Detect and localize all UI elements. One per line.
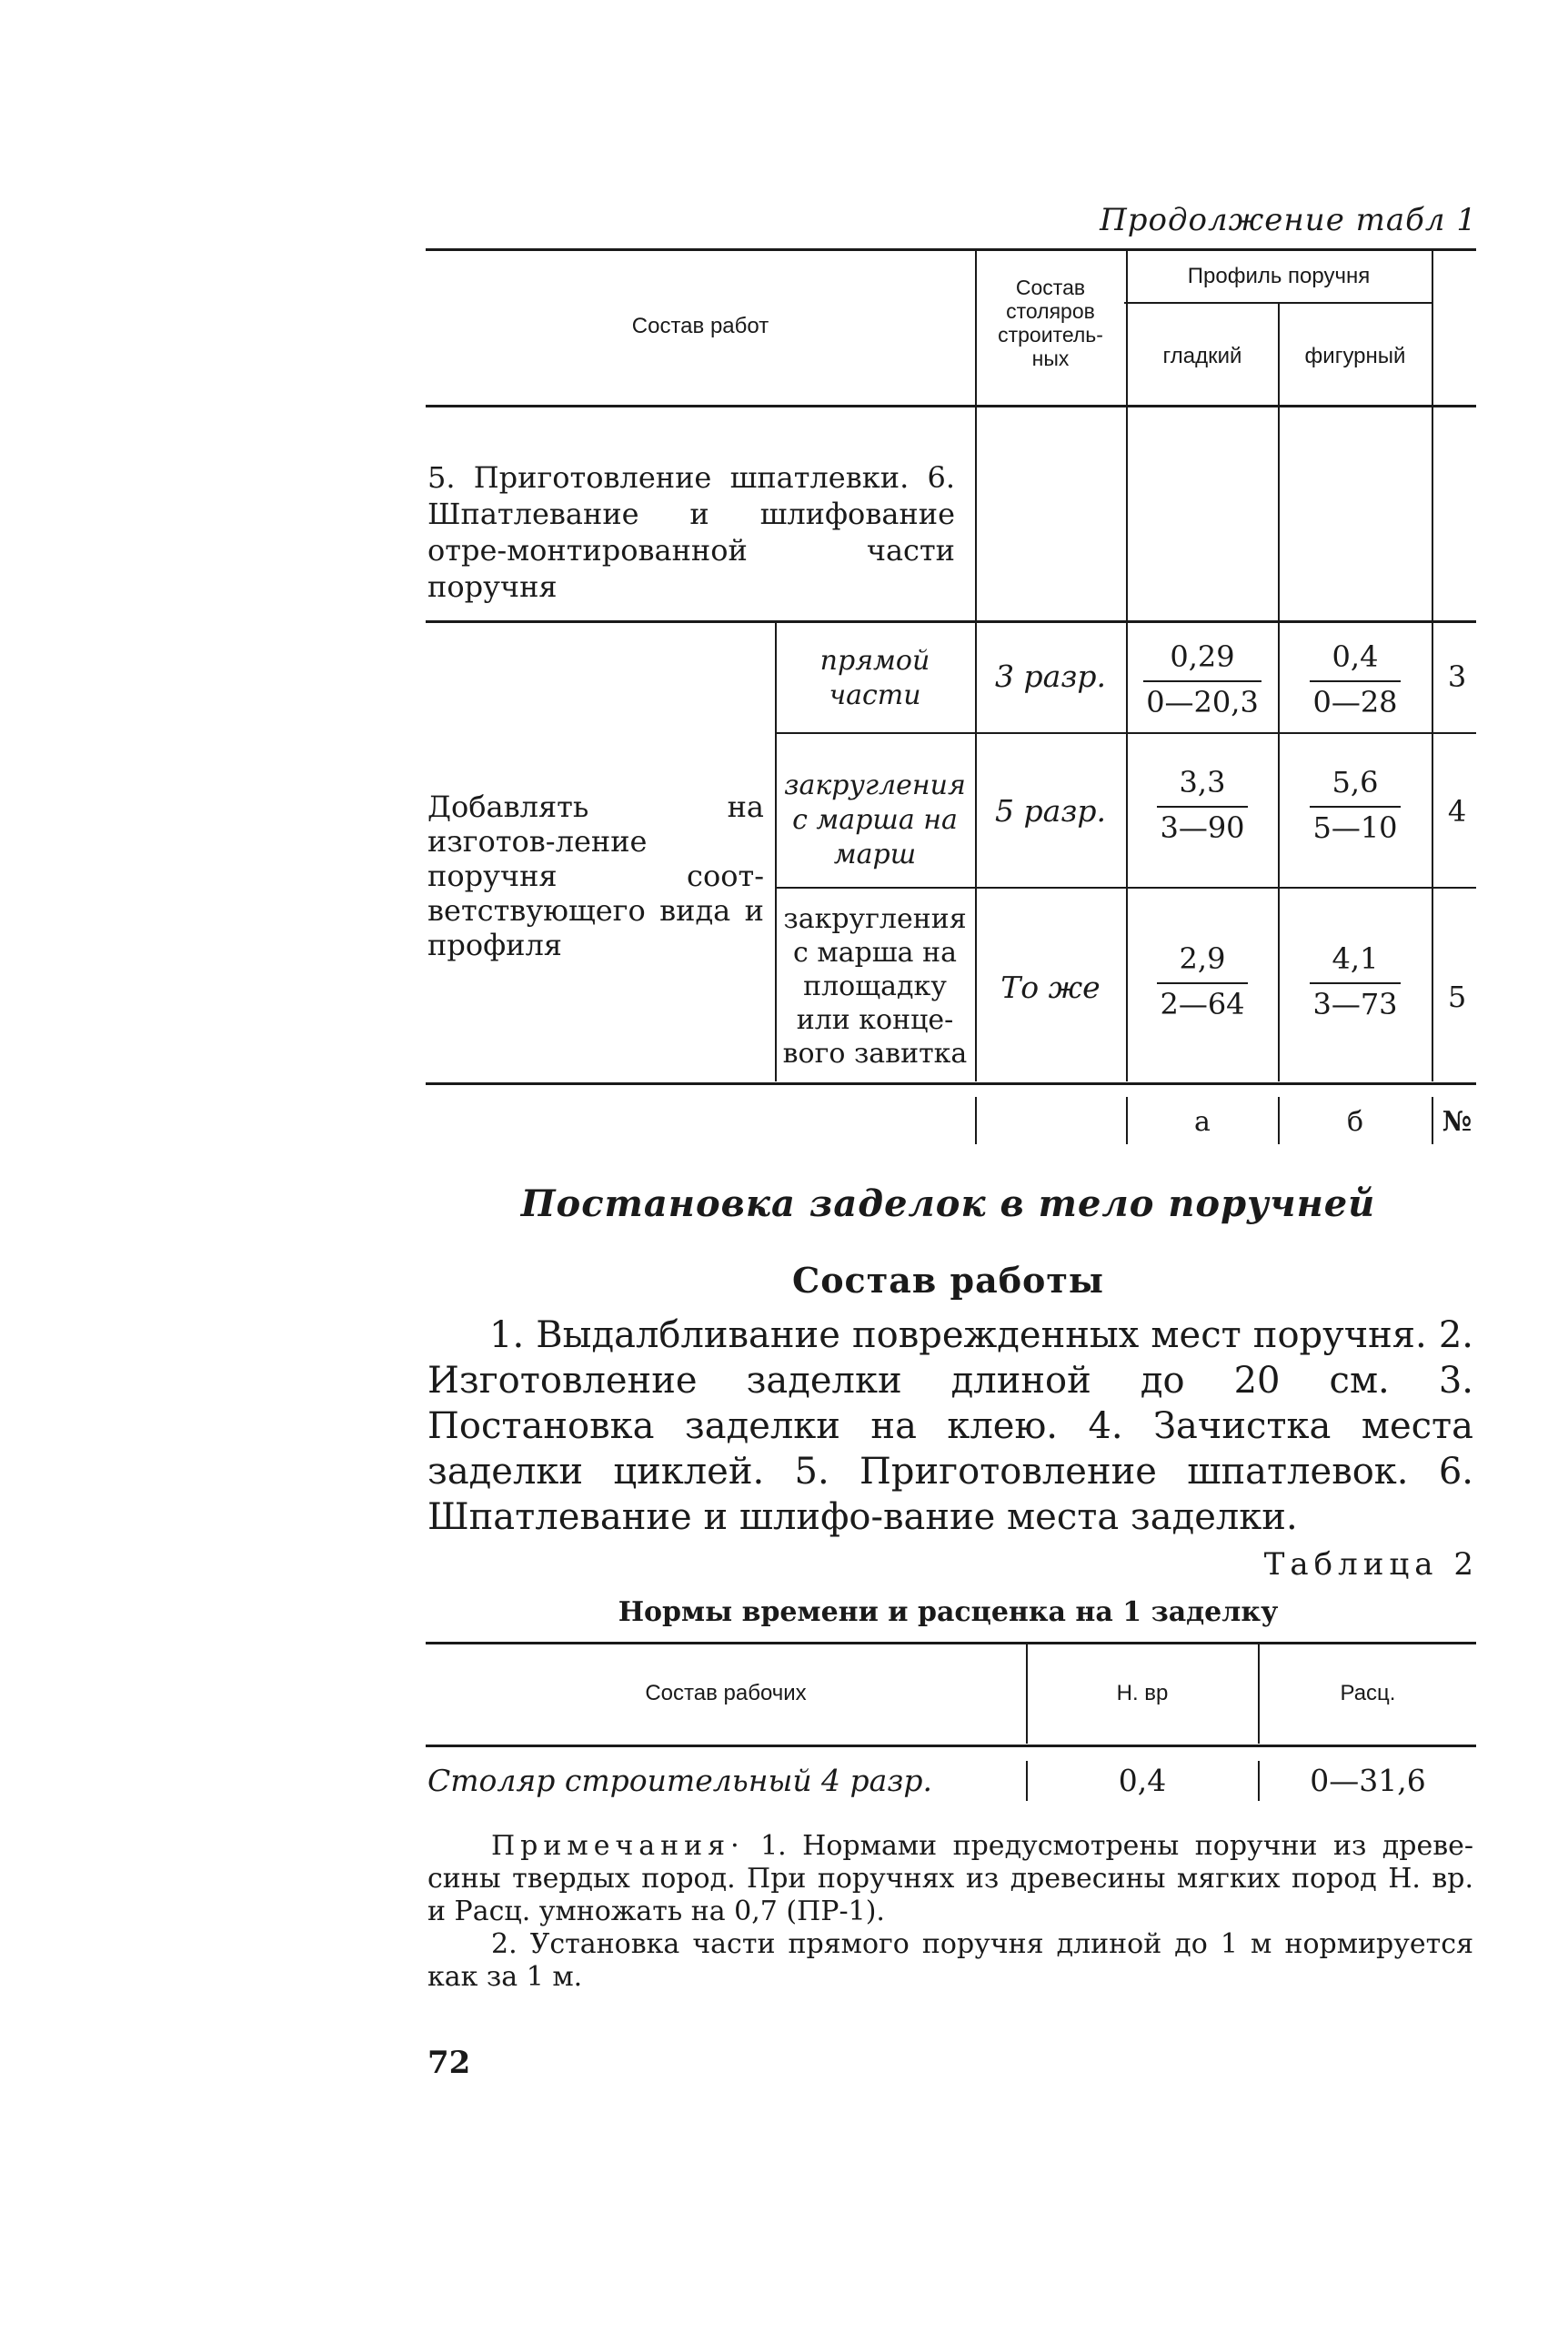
value-b-top: 0,4: [1332, 639, 1379, 674]
table2-caption: Нормы времени и расценка на 1 заделку: [618, 1596, 1279, 1628]
row-value-b: [1280, 766, 1431, 844]
row-number: 4: [1447, 794, 1467, 829]
row-crew: То же: [1000, 970, 1101, 1005]
row-crew: 3 разр.: [995, 659, 1106, 694]
table1-vline-crew2: [975, 622, 977, 1081]
value-a-bottom: 2—64: [1160, 987, 1245, 1021]
note-1-text: 1. Нормами предусмотрены поручни из древе-сины твердых пород. При поручнях из древесины мягких пород Н. вр. и Расц. умножать на 0,7 (ПР-1).: [427, 1830, 1473, 1927]
value-a-top: 2,9: [1179, 941, 1226, 976]
page-number: 72: [427, 2045, 471, 2081]
table2-header-time: Н. вр: [1116, 1681, 1169, 1705]
note-2: 2. Установка части прямого поручня длиной до 1 м нормируется как за 1 м.: [427, 1928, 1473, 1993]
footer-index-b: б: [1346, 1106, 1364, 1138]
row-value-a: [1128, 942, 1277, 1021]
continuation-label: Продолжение табл 1: [1100, 202, 1477, 238]
table2-header-rate: Расц.: [1340, 1681, 1396, 1705]
table1-section-rule: [426, 620, 1476, 623]
table2-top-rule: [426, 1642, 1476, 1644]
footer-index-a: а: [1194, 1106, 1211, 1138]
table1-vline-foot4: [1432, 1097, 1433, 1144]
value-a-top: 3,3: [1179, 765, 1226, 799]
value-b-bottom: 0—28: [1312, 685, 1398, 719]
work-description: 1. Выдалбливание поврежденных мест поручня. 2. Изготовление заделки длиной до 20 см. 3. Постановка заделки на клею. 4. Зачистка места заделки циклей. 5. Приготовление шпатлевок. 6. Шпатлевание и шлифо-вание места заделки.: [427, 1314, 1473, 1538]
value-a-bottom: 0—20,3: [1146, 685, 1259, 719]
row-number: 5: [1447, 980, 1467, 1014]
row-label: закругления с марша на марш: [784, 769, 966, 870]
table1-vline-foot1: [975, 1097, 977, 1144]
table1-bottom-rule: [426, 1082, 1476, 1085]
table2-row-time: 0,4: [1118, 1763, 1167, 1798]
value-a-bottom: 3—90: [1160, 810, 1245, 845]
header-smooth: гладкий: [1162, 344, 1242, 368]
note-1: [427, 1830, 1473, 1928]
table1-vline-num: [1432, 250, 1433, 623]
table1-top-rule: [426, 248, 1476, 251]
table1-header-bottom-rule: [426, 405, 1476, 407]
header-work: Состав работ: [631, 314, 769, 338]
row-value-b: [1280, 640, 1431, 719]
table2-header-bottom-rule: [426, 1745, 1476, 1747]
intro-text: 5. Приготовление шпатлевки. 6. Шпатлевание и шлифование отре-монтированной части поручня: [427, 460, 955, 604]
row-value-a: [1128, 640, 1277, 719]
value-b-top: 4,1: [1332, 941, 1379, 976]
row-label: закругления с марша на площадку или конце-вого завитка: [782, 903, 968, 1070]
table2-row-crew: Столяр строительный 4 разр.: [427, 1763, 932, 1798]
table1-vline-num2: [1432, 622, 1433, 1081]
table2-header-crew: Состав рабочих: [645, 1681, 807, 1705]
header-profile: Профиль поручня: [1187, 264, 1371, 288]
section-subtitle: Состав работы: [791, 1260, 1105, 1301]
notes-label: Примечания·: [491, 1830, 745, 1862]
value-b-bottom: 3—73: [1312, 987, 1398, 1021]
row-number: 3: [1447, 659, 1467, 694]
table2-label: Таблица 2: [1263, 1546, 1479, 1583]
value-b-top: 5,6: [1332, 765, 1379, 799]
table1-vline-group: [775, 622, 777, 1081]
row-label: прямой части: [819, 645, 930, 711]
row-value-b: [1280, 942, 1431, 1021]
table1-vline-crew: [975, 250, 977, 623]
header-figured: фигурный: [1304, 344, 1406, 368]
value-a-top: 0,29: [1170, 639, 1235, 674]
section-title: Постановка заделок в тело поручней: [520, 1182, 1376, 1225]
header-crew: Состав столяров строитель-ных: [998, 276, 1103, 370]
value-b-bottom: 5—10: [1312, 810, 1398, 845]
group-label: Добавлять на изготов-ление поручня соот-ветствующего вида и профиля: [427, 789, 764, 962]
footer-index-num: №: [1442, 1106, 1473, 1138]
row-crew: 5 разр.: [995, 793, 1106, 829]
row-value-a: [1128, 766, 1277, 844]
table1-vline-smooth: [1126, 250, 1128, 623]
table2-row-rate: 0—31,6: [1310, 1763, 1426, 1798]
